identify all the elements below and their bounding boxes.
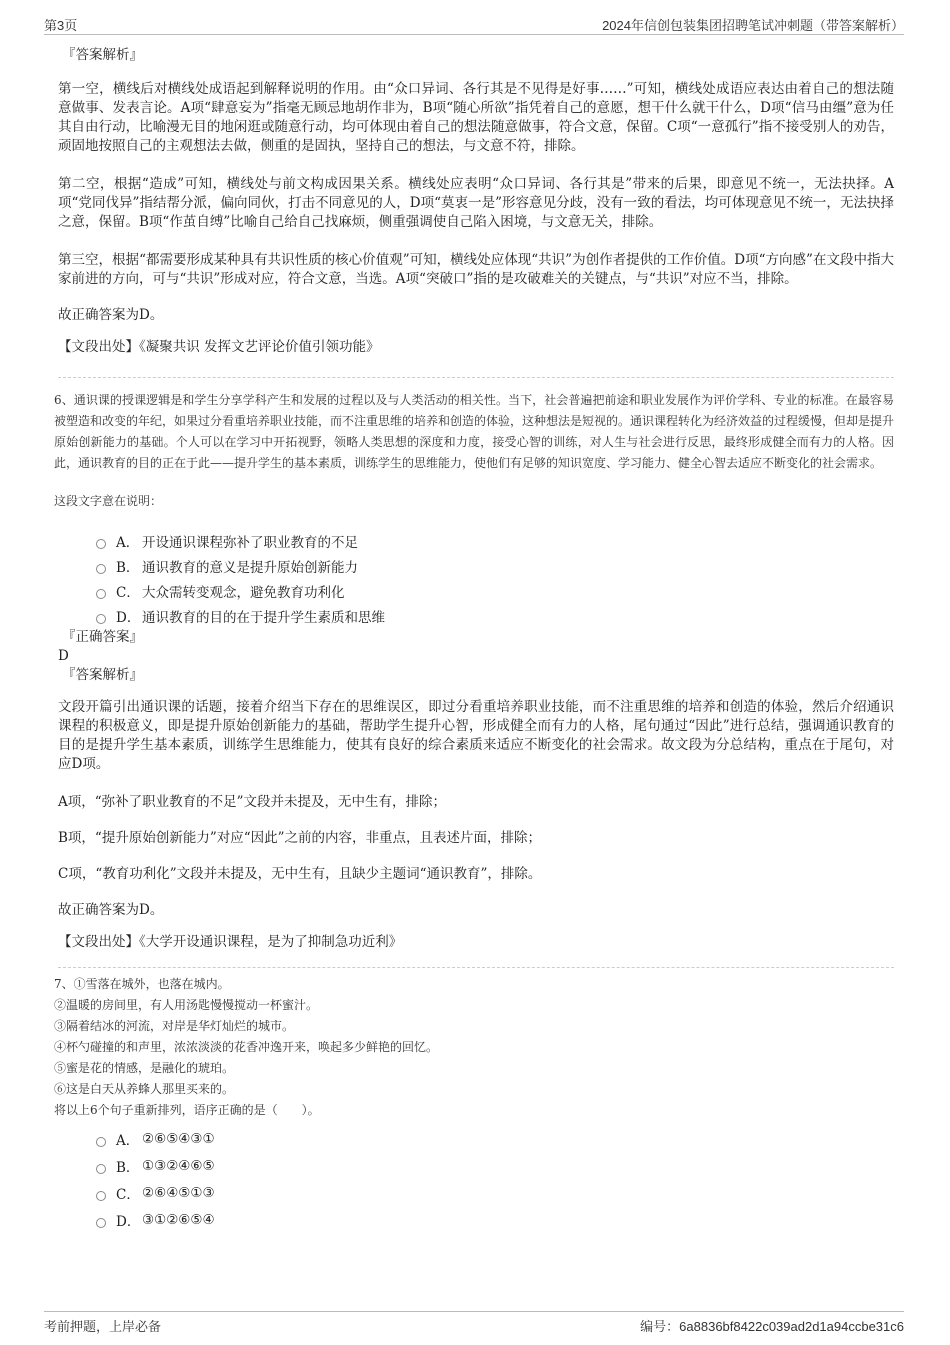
radio-circle-icon[interactable]: [96, 589, 106, 599]
page-number: 第3页: [44, 18, 78, 33]
q6-source: 【文段出处】《大学开设通识课程，是为了抑制急功近利》: [58, 934, 403, 950]
q5-analysis-paragraph: 第一空，横线后对横线处成语起到解释说明的作用。由“众口异词、各行其是不见得是好事……”可知，横线处成语应表达由着自己的想法随意做事、发表言论。A项“肆意妄为”指毫无顾忌地胡作非为，B项“随心所欲”指凭着自己的意愿，想干什么就干什么，D项“信马由缰”意为任其自由行动，比喻漫无目的地闲逛或随意行动，均可体现由着自己的想法随意做事，符合文意，保留。C项“一意孤行”指不接受别人的劝告，顽固地按照自己的主观想法去做，侧重的是固执，坚持自己的想法，与文意不符，排除。: [58, 81, 894, 154]
q7-line: ⑥这是白天从养蜂人那里买来的。: [54, 1082, 235, 1096]
q7-options: [96, 1125, 894, 1233]
q6-conclusion: 故正确答案为D。: [58, 902, 164, 918]
q6-option-a[interactable]: A． 开设通识课程弥补了职业教育的不足: [96, 528, 894, 553]
q6-option-c[interactable]: C． 大众需转变观念，避免教育功利化: [96, 578, 894, 603]
q7-line: ⑤蜜是花的情感，是融化的琥珀。: [54, 1061, 235, 1075]
q6-analysis-label: 『答案解析』: [62, 667, 143, 683]
radio-circle-icon[interactable]: [96, 1191, 106, 1201]
q6-stem: 6、通识课的授课逻辑是和学生分享学科产生和发展的过程以及与人类活动的相关性。当下，社会普遍把前途和职业发展作为评价学科、专业的标准。在最容易被塑造和改变的年纪，如果过分看重培养职业技能，而不注重思维的培养和创造的体验，这种想法是短视的。通识课程转化为经济效益的过程缓慢，但却是提升原始创新能力的基础。个人可以在学习中开拓视野，领略人类思想的深度和力度，接受心智的训练，对人生与社会进行反思，最终形成健全而有力的人格。因此，通识教育的目的正在于此——提升学生的基本素质，训练学生的思维能力，使他们有足够的知识宽度、学习能力、健全心智去适应不断变化的社会需求。: [54, 393, 895, 470]
q6-options: [96, 528, 894, 628]
radio-circle-icon[interactable]: [96, 1137, 106, 1147]
footer-slogan: 考前押题，上岸必备: [44, 1319, 162, 1334]
q6-correct-label: 『正确答案』: [62, 629, 143, 645]
radio-circle-icon[interactable]: [96, 539, 106, 549]
radio-circle-icon[interactable]: [96, 614, 106, 624]
q5-analysis-paragraph: 第二空，根据“造成”可知，横线处与前文构成因果关系。横线处应表明“众口异词、各行其是”带来的后果，即意见不统一，无法抉择。A项“党同伐异”指结帮分派，偏向同伙，打击不同意见的人，D项“莫衷一是”形容意见分歧，没有一致的看法，均可体现意见不统一，无法抉择之意，保留。B项“作茧自缚”比喻自己给自己找麻烦，侧重强调使自己陷入困境，与文意无关，排除。: [58, 176, 894, 230]
q7-option-d[interactable]: D． ③①②⑥⑤④: [96, 1206, 894, 1233]
q5-source: 【文段出处】《凝聚共识 发挥文艺评论价值引领功能》: [58, 339, 380, 355]
q6-option-b[interactable]: B． 通识教育的意义是提升原始创新能力: [96, 553, 894, 578]
q7-line: ②温暖的房间里，有人用汤匙慢慢搅动一杯蜜汁。: [54, 998, 319, 1012]
radio-circle-icon[interactable]: [96, 1164, 106, 1174]
q7-line: ③隔着结冰的河流，对岸是华灯灿烂的城市。: [54, 1019, 295, 1033]
q7-line: ④杯勺碰撞的和声里，浓浓淡淡的花香冲逸开来，唤起多少鲜艳的回忆。: [54, 1040, 439, 1054]
q7-stem: [54, 974, 894, 1121]
q6-analysis-paragraph: A项，“弥补了职业教育的不足”文段并未提及，无中生有，排除；: [58, 794, 447, 810]
radio-circle-icon[interactable]: [96, 564, 106, 574]
q7-option-a[interactable]: A． ②⑥⑤④③①: [96, 1125, 894, 1152]
q6-analysis-paragraph: C项，“教育功利化”文段并未提及，无中生有，且缺少主题词“通识教育”，排除。: [58, 866, 542, 882]
q7-question: 将以上6个句子重新排列，语序正确的是（ ）。: [54, 1103, 320, 1117]
q6-prompt: 这段文字意在说明：: [54, 494, 163, 508]
document-id: 编号：6a8836bf8422c039ad2d1a94ccbe31c6: [640, 1319, 904, 1334]
main-content: [54, 46, 895, 1233]
q6-analysis-paragraph: 文段开篇引出通识课的话题，接着介绍当下存在的思维误区，即过分看重培养职业技能，而不注重思维的培养和创造的体验，然后介绍通识课程的积极意义，即是提升原始创新能力的基础，帮助学生提升心智，形成健全而有力的人格，尾句通过“因此”进行总结，强调通识教育的目的是提升学生基本素质，训练学生思维能力，使其有良好的综合素质来适应不断变化的社会需求。故文段为分总结构，重点在于尾句，对应D项。: [58, 699, 894, 772]
q7-line: 7、①雪落在城外，也落在城内。: [54, 977, 230, 991]
q6-analysis-paragraph: B项，“提升原始创新能力”对应“因此”之前的内容，非重点，且表述片面，排除；: [58, 830, 542, 846]
q7-option-c[interactable]: C． ②⑥④⑤①③: [96, 1179, 894, 1206]
radio-circle-icon[interactable]: [96, 1218, 106, 1228]
q5-analysis-label: 『答案解析』: [62, 47, 143, 63]
q5-conclusion: 故正确答案为D。: [58, 307, 164, 323]
q5-analysis-paragraph: 第三空，根据“都需要形成某种具有共识性质的核心价值观”可知，横线处应体现“共识”为创作者提供的工作价值。D项“方向感”在文段中指大家前进的方向，可与“共识”形成对应，符合文意，当选。A项“突破口”指的是攻破难关的关键点，与“共识”对应不当，排除。: [58, 252, 894, 287]
q6-option-d[interactable]: D． 通识教育的目的在于提升学生素质和思维: [96, 603, 894, 628]
document-title: 2024年信创包装集团招聘笔试冲刺题（带答案解析）: [602, 18, 904, 33]
q6-correct-answer: D: [58, 648, 69, 664]
page-footer: [44, 1311, 904, 1334]
q7-option-b[interactable]: B． ①③②④⑥⑤: [96, 1152, 894, 1179]
page-header: [44, 12, 904, 35]
